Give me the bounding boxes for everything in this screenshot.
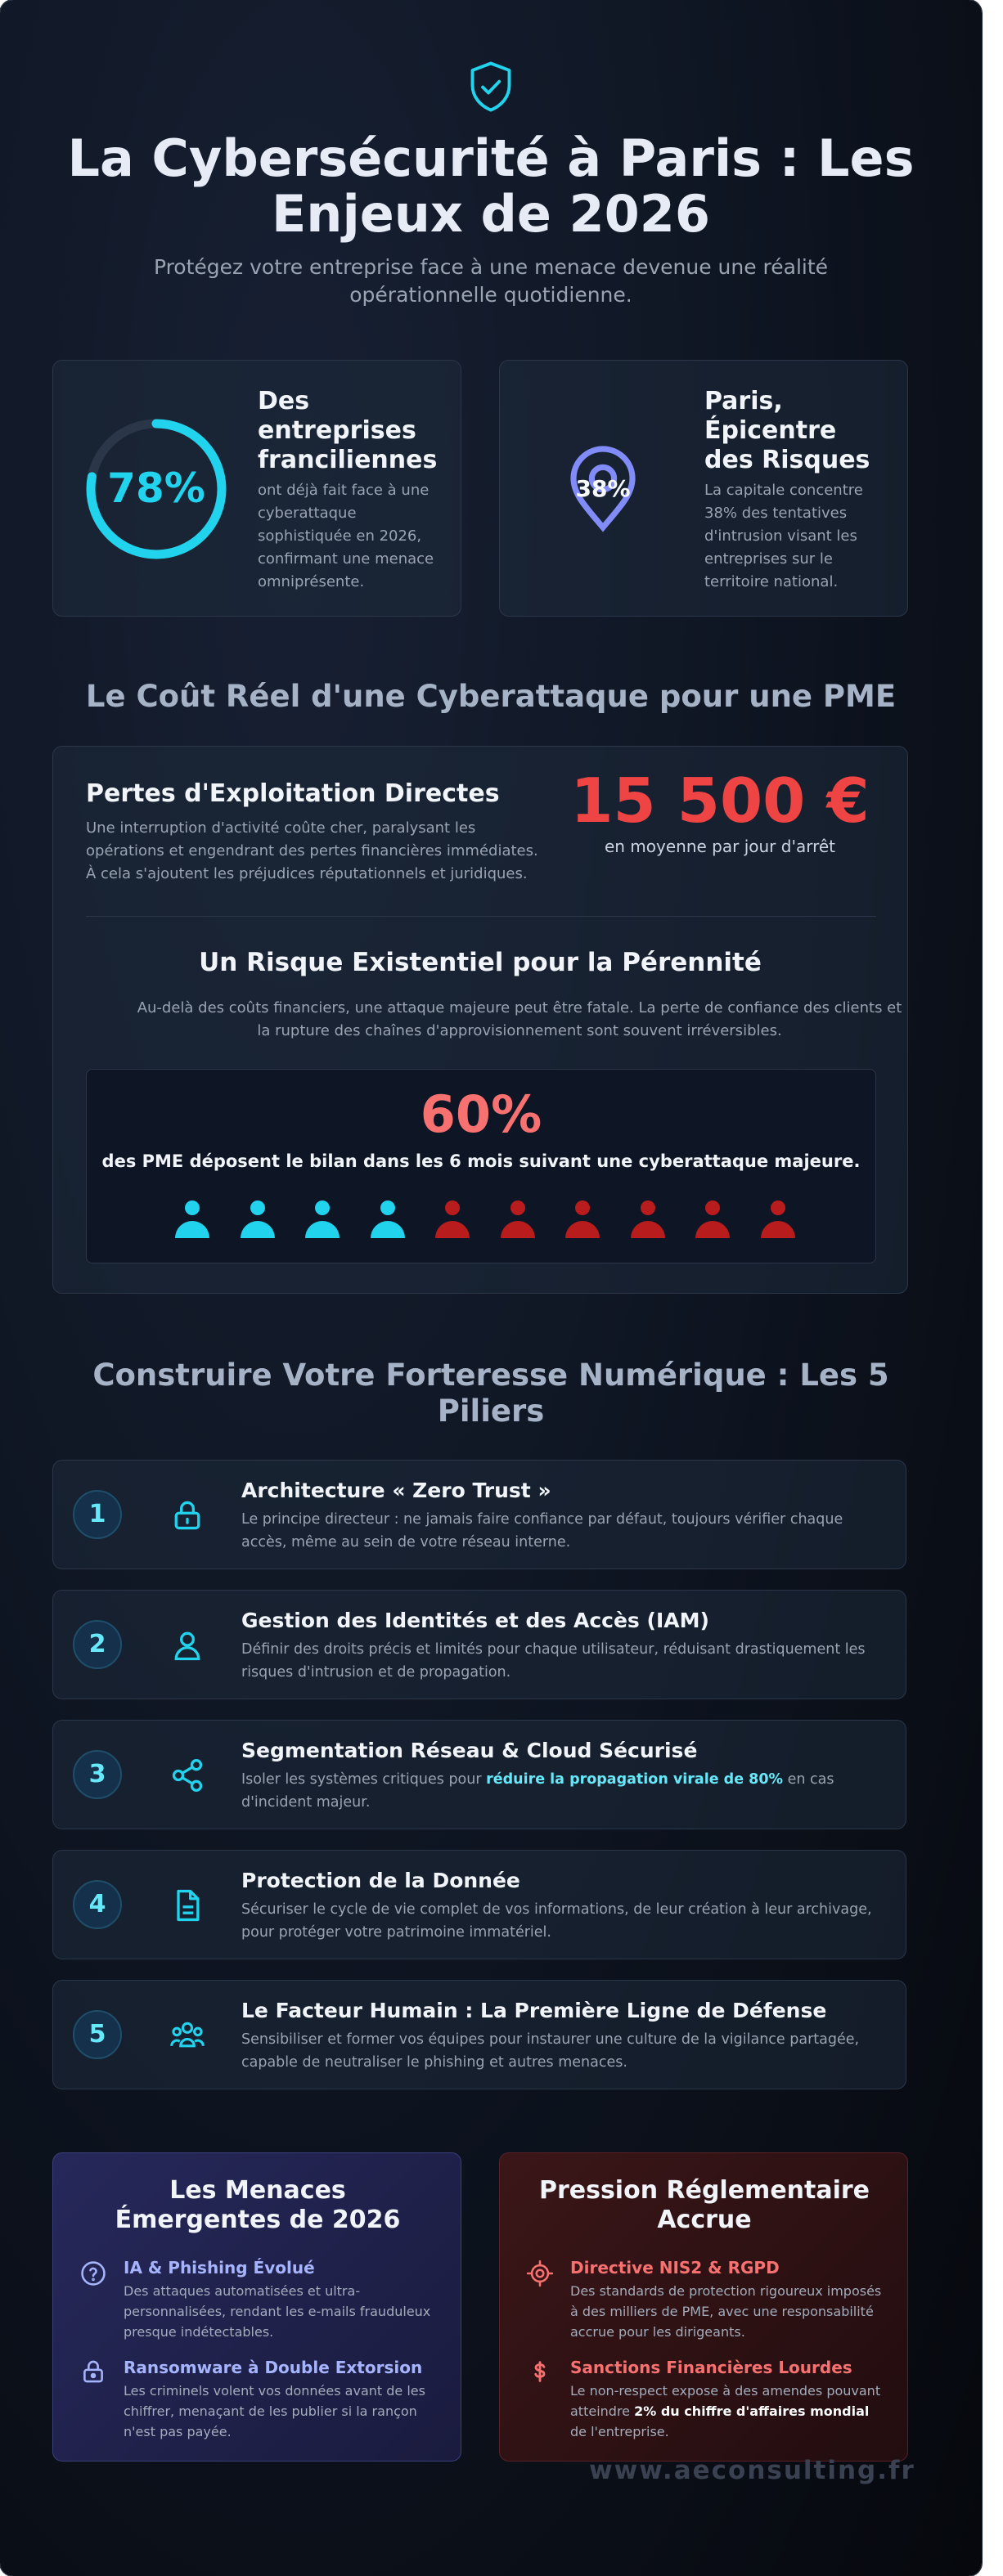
person-icon [758, 1199, 798, 1241]
person-icon [498, 1199, 537, 1241]
target-icon [526, 2260, 554, 2287]
shield-check-icon [461, 57, 520, 116]
pillar-number: 1 [73, 1490, 122, 1539]
bankruptcy-stat-box [86, 1069, 876, 1263]
section-title-pillars: Construire Votre Forteresse Numérique : Les 5 Piliers [92, 1358, 889, 1429]
pillar-desc: Sécuriser le cycle de vie complet de vos informations, de leur création à leur archivage, pour protéger votre patrimoine immatériel. [241, 1901, 872, 1941]
pillar-desc-highlight: réduire la propagation virale de 80% [486, 1771, 784, 1788]
risk-text: Au-delà des coûts financiers, une attaque majeure peut être fatale. La perte de confiance des clients et la rupture des chaînes d'approvisionnement sont souvent irréversibles. [137, 999, 902, 1039]
stat-title: Des entreprises franciliennes [258, 387, 438, 474]
threat-item-title: Ransomware à Double Extorsion [124, 2358, 423, 2377]
stat-card-enterprises [52, 360, 461, 617]
pillar-desc: Définir des droits précis et limités pour chaque utilisateur, réduisant drastiquement les risques d'intrusion et de propagation. [241, 1641, 866, 1681]
share-network-icon [169, 1757, 205, 1793]
regulation-title: Pression Réglementaire Accrue [538, 2176, 870, 2234]
file-text-icon [169, 1887, 205, 1923]
regulation-item-title: Sanctions Financières Lourdes [570, 2358, 852, 2377]
pillar-segmentation [52, 1720, 906, 1829]
threats-card [52, 2152, 461, 2462]
person-icon [433, 1199, 472, 1241]
risk-title: Un Risque Existentiel pour la Pérennité [199, 948, 762, 977]
pillar-title: Gestion des Identités et des Accès (IAM) [241, 1609, 709, 1632]
person-icon [563, 1199, 602, 1241]
section-title-cost: Le Coût Réel d'une Cyberattaque pour une PME [85, 679, 897, 714]
regulation-item-title: Directive NIS2 & RGPD [570, 2258, 780, 2278]
user-icon [169, 1627, 205, 1663]
pillar-desc: Le principe directeur : ne jamais faire confiance par défaut, toujours vérifier chaque accès, même au sein de votre réseau interne. [241, 1511, 843, 1551]
pillar-number: 3 [73, 1750, 122, 1799]
person-icon [693, 1199, 732, 1241]
regulation-item-desc [570, 2381, 889, 2442]
pillar-title: Architecture « Zero Trust » [241, 1479, 551, 1502]
bankruptcy-percent: 60% [420, 1084, 542, 1144]
person-icon [368, 1199, 407, 1241]
threat-item-desc: Des attaques automatisées et ultra-personnalisées, rendant les e-mails frauduleux presque indétectables. [124, 2283, 431, 2340]
stat-title: Paris, Épicentre des Risques [704, 387, 870, 474]
pillar-title: Le Facteur Humain : La Première Ligne de Défense [241, 1999, 827, 2022]
pillar-number: 5 [73, 2010, 122, 2059]
stat-text: La capitale concentre 38% des tentatives d'intrusion visant les entreprises sur le territoire national. [704, 482, 863, 590]
threats-title: Les Menaces Émergentes de 2026 [115, 2176, 401, 2234]
stat-card-paris [499, 360, 908, 617]
regulation-desc-highlight: 2% du chiffre d'affaires mondial [634, 2403, 870, 2419]
daily-loss-caption: en moyenne par jour d'arrêt [604, 837, 836, 856]
pillar-title: Protection de la Donnée [241, 1869, 520, 1892]
page-subtitle: Protégez votre entreprise face à une menace devenue une réalité opérationnelle quotidienne. [153, 255, 829, 307]
pillar-desc [241, 1768, 888, 1814]
direct-loss-title: Pertes d'Exploitation Directes [86, 779, 500, 808]
direct-loss-text: Une interruption d'activité coûte cher, paralysant les opérations et engendrant des pertes financières immédiates. À cela s'ajoutent les préjudices réputationnels et juridiques. [86, 819, 538, 882]
person-icon [628, 1199, 668, 1241]
hero [0, 57, 982, 309]
pillar-number: 4 [73, 1880, 122, 1929]
regulation-item-desc: Des standards de protection rigoureux imposés à des milliers de PME, avec une responsabilité accrue pour les dirigeants. [570, 2283, 882, 2340]
regulation-desc-end: de l'entreprise. [570, 2424, 669, 2439]
person-icon [303, 1199, 342, 1241]
regulation-card [499, 2152, 908, 2462]
question-circle-icon [79, 2260, 107, 2287]
daily-loss-amount: 15 500 € [570, 765, 870, 837]
pillar-data-protection [52, 1850, 906, 1959]
stat-value: 38% [575, 475, 631, 502]
threat-item-desc: Les criminels volent vos données avant de les chiffrer, menaçant de les publier si la rançon n'est pas payée. [124, 2383, 425, 2439]
pillar-iam [52, 1590, 906, 1699]
person-icon [238, 1199, 277, 1241]
regulation-desc-start: Le non-respect expose à des amendes pouvant atteindre [570, 2383, 881, 2419]
stat-value: 78% [107, 464, 205, 512]
bankruptcy-caption: des PME déposent le bilan dans les 6 mois suivant une cyberattaque majeure. [101, 1151, 861, 1171]
pillar-human-factor [52, 1980, 906, 2089]
pillar-desc: Sensibiliser et former vos équipes pour instaurer une culture de la vigilance partagée, capable de neutraliser le phishing et autres menaces. [241, 2031, 860, 2071]
pillar-title: Segmentation Réseau & Cloud Sécurisé [241, 1739, 698, 1762]
footer-website[interactable]: www.aeconsulting.fr [589, 2456, 915, 2485]
page-title: La Cybersécurité à Paris : Les Enjeux de 2026 [67, 128, 915, 244]
stat-text: ont déjà fait face à une cyberattaque sophistiquée en 2026, confirmant une menace omniprésente. [258, 482, 434, 590]
pillar-number: 2 [73, 1620, 122, 1669]
pillar-desc-end: en cas d'incident majeur. [241, 1771, 834, 1811]
pillar-zero-trust [52, 1460, 906, 1569]
lock-icon [169, 1497, 205, 1533]
dollar-icon [526, 2358, 554, 2385]
divider [86, 916, 876, 917]
pillar-desc-start: Isoler les systèmes critiques pour [241, 1771, 487, 1788]
cost-panel [52, 746, 908, 1294]
users-group-icon [169, 2017, 205, 2053]
lock-ransom-icon [79, 2358, 107, 2385]
person-icon [173, 1199, 212, 1241]
threat-item-title: IA & Phishing Évolué [124, 2258, 315, 2278]
